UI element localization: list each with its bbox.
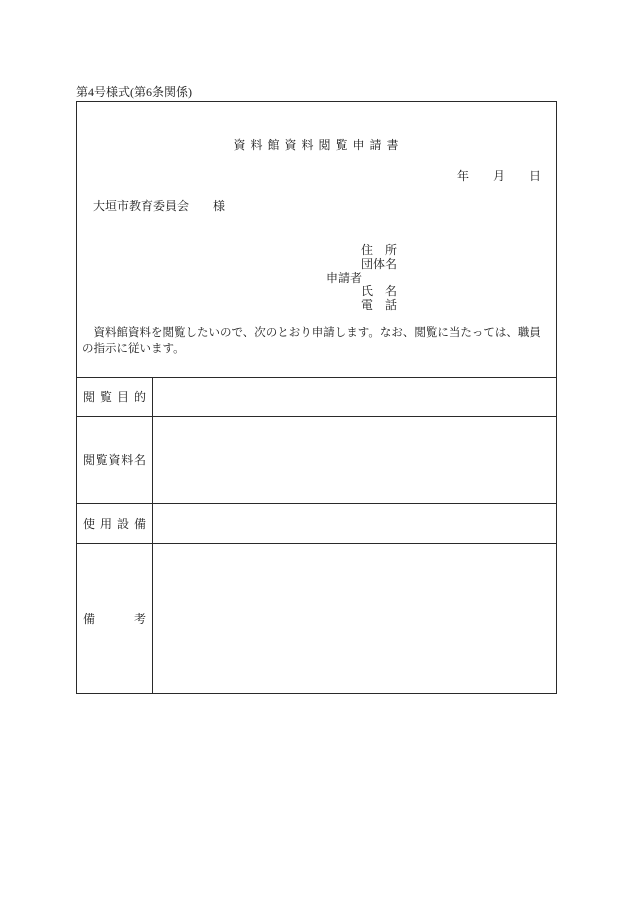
- purpose-label: 閲 覧 目 的: [83, 390, 146, 404]
- statement-line: の指示に従います。: [82, 343, 185, 355]
- row-label-cell: [77, 544, 153, 693]
- table-row-equipment: [77, 503, 556, 543]
- row-label-cell: [77, 504, 153, 543]
- row-label-cell: [77, 378, 153, 416]
- form-title: 資 料 館 資 料 閲 覧 申 請 書: [233, 138, 400, 152]
- addressee: 大垣市教育委員会 様: [93, 199, 226, 213]
- applicant-block: [326, 244, 401, 313]
- applicant-label: 申請者: [326, 270, 363, 285]
- remarks-label: 備 考: [83, 611, 146, 626]
- phone-label: 電 話: [361, 298, 398, 313]
- table-row-materials: [77, 416, 556, 503]
- application-form: [76, 101, 557, 694]
- name-label: 氏 名: [361, 284, 398, 299]
- purpose-value-field: [153, 378, 556, 416]
- organization-label: 団体名: [361, 256, 398, 271]
- equipment-label: 使 用 設 備: [83, 516, 146, 531]
- materials-label: 閲覧資料名: [83, 453, 146, 467]
- statement-paragraph: [82, 325, 541, 357]
- materials-value-field: [153, 417, 556, 503]
- date-line: 年 月 日: [456, 169, 541, 183]
- equipment-value-field: [153, 504, 556, 543]
- table-row-purpose: [77, 377, 556, 416]
- form-table: [77, 377, 556, 693]
- form-number: 第4号様式(第6条関係): [76, 85, 192, 99]
- remarks-value-field: [153, 544, 556, 693]
- address-label: 住 所: [361, 243, 398, 257]
- row-label-cell: [77, 417, 153, 503]
- table-row-remarks: [77, 543, 556, 693]
- statement-line: 資料館資料を閲覧したいので、次のとおり申請します。なお、閲覧に当たっては、職員: [82, 327, 541, 339]
